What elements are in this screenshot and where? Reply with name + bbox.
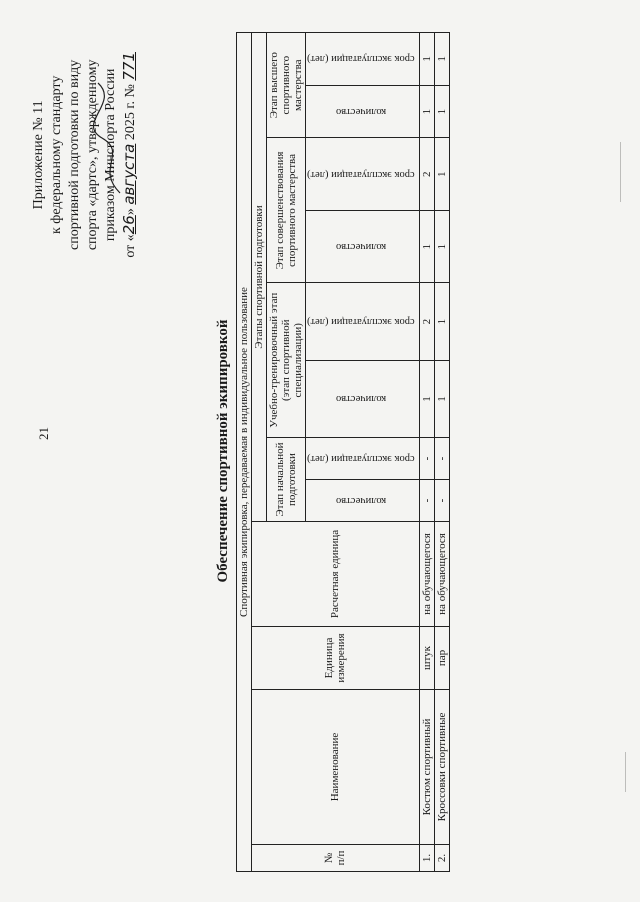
subheader-term: срок эксплуатации (лет)	[306, 283, 420, 360]
row-value: 1	[419, 360, 434, 437]
subheader-qty: количество	[306, 360, 420, 437]
row-value: 1	[419, 33, 434, 86]
row-value: 1	[434, 138, 449, 211]
row-value: 1	[434, 33, 449, 86]
header-name: Наименование	[252, 690, 420, 845]
document-title: Обеспечение спортивной экипировкой	[215, 319, 231, 583]
signature-mark	[90, 78, 130, 198]
subheader-term: срок эксплуатации (лет)	[306, 438, 420, 480]
header-unit: Единица измерения	[252, 627, 420, 690]
row-value: 1	[419, 85, 434, 138]
row-name: Костюм спортивный	[419, 690, 434, 845]
subheader-qty: количество	[306, 210, 420, 283]
row-unit: пар	[434, 627, 449, 690]
row-value: 2	[419, 138, 434, 211]
subheader-qty: количество	[306, 480, 420, 522]
appendix-line: спортивной подготовки по виду	[67, 59, 82, 250]
order-mid: »	[123, 208, 138, 216]
row-value: 2	[419, 283, 434, 360]
header-stage-1: Этап начальной подготовки	[267, 438, 306, 522]
row-calc: на обучающегося	[419, 522, 434, 627]
row-value: 1	[434, 360, 449, 437]
row-unit: штук	[419, 627, 434, 690]
order-prefix: от «	[123, 234, 138, 258]
header-stage-3: Этап совершенствования спортивного мастерства	[267, 138, 306, 283]
subheader-term: срок эксплуатации (лет)	[306, 138, 420, 211]
order-year: 2025 г. №	[123, 84, 138, 141]
header-stages: Этапы спортивной подготовки	[252, 33, 267, 522]
row-num: 1.	[419, 845, 434, 872]
header-num: № п/п	[252, 845, 420, 872]
row-name: Кроссовки спортивные	[434, 690, 449, 845]
subheader-qty: количество	[306, 85, 420, 138]
row-value: 1	[434, 283, 449, 360]
table-header-top: Спортивная экипировка, передаваемая в индивидуальное пользование	[237, 33, 252, 872]
row-num: 2.	[434, 845, 449, 872]
table-row	[419, 33, 434, 872]
appendix-line: приказом Минспорта России	[103, 68, 118, 242]
appendix-line: Приложение № 11	[31, 100, 46, 210]
page-number: 21	[36, 427, 51, 440]
row-value: 1	[434, 85, 449, 138]
row-value: -	[419, 480, 434, 522]
subheader-term: срок эксплуатации (лет)	[306, 33, 420, 86]
header-stage-2: Учебно-тренировочный этап (этап спортивной специализации)	[267, 283, 306, 438]
row-value: -	[434, 438, 449, 480]
appendix-line: спорта «дартс», утвержденному	[85, 59, 100, 251]
appendix-block	[30, 52, 140, 258]
equipment-table	[236, 32, 450, 872]
row-value: 1	[434, 210, 449, 283]
order-day: 26	[120, 215, 138, 235]
appendix-line: к федеральному стандарту	[49, 75, 64, 234]
row-calc: на обучающегося	[434, 522, 449, 627]
row-value: 1	[419, 210, 434, 283]
table-row	[434, 33, 449, 872]
order-month: августа	[120, 143, 138, 205]
scan-mark	[625, 752, 626, 792]
row-value: -	[419, 438, 434, 480]
scan-mark	[620, 142, 621, 202]
header-calc: Расчетная единица	[252, 522, 420, 627]
row-value: -	[434, 480, 449, 522]
order-number: 771	[120, 52, 138, 81]
header-stage-4: Этап высшего спортивного мастерства	[267, 33, 306, 138]
